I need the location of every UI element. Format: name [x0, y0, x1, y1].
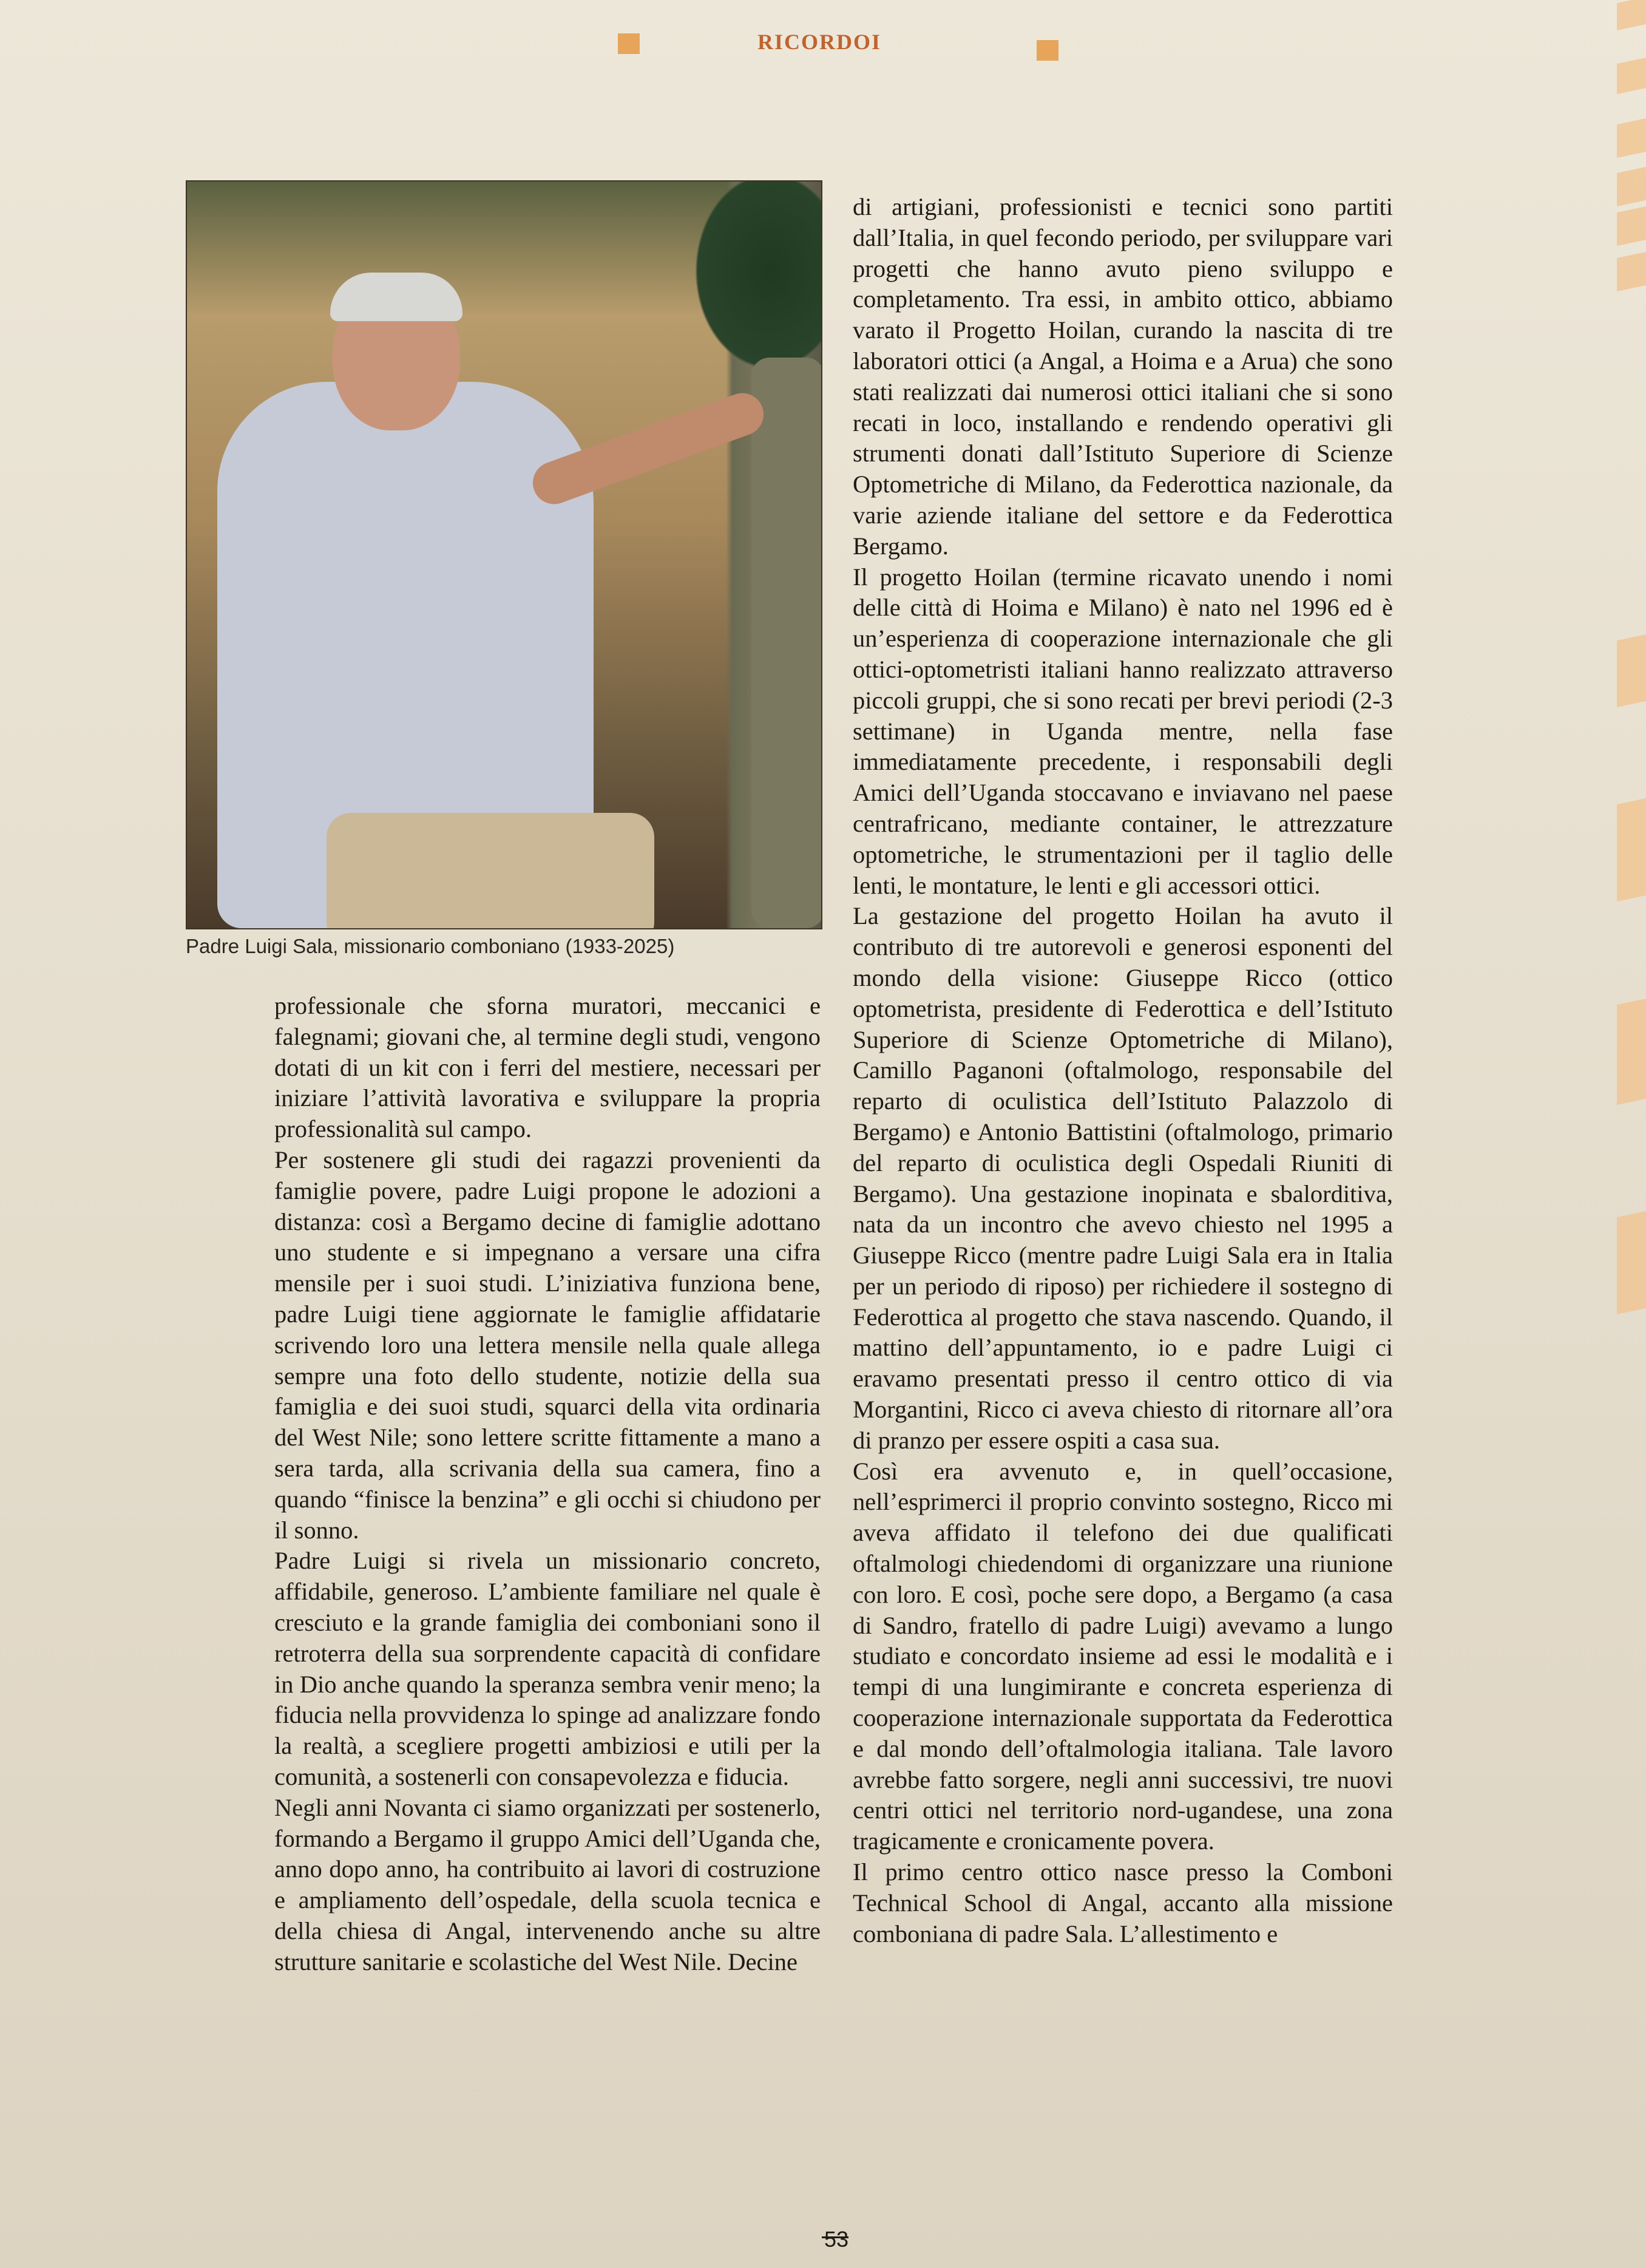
paragraph: La gestazione del progetto Hoilan ha avuto il contributo di tre autorevoli e generosi esponenti del mondo della visione: Giuseppe Ricco (ottico optometrista, presidente di Federottica e dell’Istituto Superiore di Scienze Optometriche di Milano), Camillo Paganoni (oftalmologo, responsabile del reparto di oculistica dell’Istituto Palazzolo di Bergamo) e Antonio Battistini (oftalmologo, primario del reparto di oculistica degli Ospedali Riuniti di Bergamo). Una gestazione inopinata e sbalorditiva, nata da un incontro che avevo chiesto nel 1995 a Giuseppe Ricco (mentre padre Luigi Sala era in Italia per un periodo di riposo) per richiedere il sostegno di Federottica al progetto che stava nascendo. Quando, il mattino dell’appuntamento, io e padre Luigi ci eravamo presentati presso il centro ottico di via Morgantini, Ricco ci aveva chiesto di ritornare all’ora di pranzo per essere ospiti a casa sua.: [853, 902, 1393, 1454]
paragraph: Il primo centro ottico nasce presso la Comboni Technical School di Angal, accanto alla missione comboniana di padre Sala. L’allestimento e: [853, 1858, 1393, 1947]
left-column: [274, 991, 821, 1978]
papaya-trunk: [751, 358, 822, 928]
figure-pants: [327, 813, 654, 929]
running-head: RICORDOI: [757, 30, 881, 54]
paragraph: professionale che sforna muratori, meccanici e falegnami; giovani che, al termine degli studi, vengono dotati di un kit con i ferri del mestiere, necessari per iniziare l’attività lavorativa e sviluppare la propria professionalità sul campo.: [274, 992, 821, 1143]
paragraph: Il progetto Hoilan (termine ricavato unendo i nomi delle città di Hoima e Milano) è nato nel 1996 ed è un’esperienza di cooperazione internazionale che gli ottici-optometristi italiani hanno realizzato attraverso piccoli gruppi, che si sono recati per brevi periodi (2-3 settimane) in Uganda mentre, nella fase immediatamente precedente, i responsabili degli Amici dell’Uganda stoccavano e inviavano nel paese centrafricano, mediante container, le attrezzature optometriche, le strumentazioni per il taglio delle lenti, le montature, le lenti e gli accessori ottici.: [853, 563, 1393, 899]
paragraph: Così era avvenuto e, in quell’occasione, nell’esprimerci il proprio convinto sostegno, Ricco mi aveva affidato il telefono dei due qualificati oftalmologi chiedendomi di organizzare una riunione con loro. E così, poche sere dopo, a Bergamo (a casa di Sandro, fratello di padre Luigi) avevamo a lungo studiato e concordato insieme ad essi le modalità e i tempi di una lungimirante e concreta esperienza di cooperazione internazionale supportata da Federottica e dal mondo dell’oftalmologia italiana. Tale lavoro avrebbe fatto sorgere, negli anni successivi, tre nuovi centri ottici nel territorio nord-ugandese, una zona tragicamente e cronicamente povera.: [853, 1457, 1393, 1855]
paragraph: di artigiani, professionisti e tecnici sono partiti dall’Italia, in quel fecondo periodo, per sviluppare vari progetti che hanno avuto pieno sviluppo e completamento. Tra essi, in ambito ottico, abbiamo varato il Progetto Hoilan, curando la nascita di tre laboratori ottici (a Angal, a Hoima e a Arua) che sono stati realizzati dai numerosi ottici italiani che si sono recati in loco, installando e rendendo operativi gli strumenti donati dall’Istituto Superiore di Scienze Optometriche di Milano, da Federottica nazionale, da varie aziende italiane del settore e da Federottica Bergamo.: [853, 193, 1393, 560]
header-square-left: [618, 33, 640, 54]
paragraph: Per sostenere gli studi dei ragazzi provenienti da famiglie povere, padre Luigi propone le adozioni a distanza: così a Bergamo decine di famiglie adottano uno studente e si impegnano a versare una cifra mensile per i suoi studi. L’iniziativa funziona bene, padre Luigi tiene aggiornate le famiglie affidatarie scrivendo loro una lettera mensile nella quale allega sempre una foto dello studente, notizie della sua famiglia e dei suoi studi, squarci della vita ordinaria del West Nile; sono lettere scritte fittamente a mano a sera tarda, alla scrivania della sua camera, fino a quando “finisce la benzina” e gli occhi si chiudono per il sonno.: [274, 1146, 821, 1544]
paragraph: Negli anni Novanta ci siamo organizzati per sostenerlo, formando a Bergamo il gruppo Amici dell’Uganda che, anno dopo anno, ha contribuito ai lavori di costruzione e ampliamento dell’ospedale, della scuola tecnica e della chiesa di Angal, intervenendo anche su altre strutture sanitarie e scolastiche del West Nile. Decine: [274, 1793, 821, 1975]
photo-caption: Padre Luigi Sala, missionario comboniano (1933-2025): [186, 935, 675, 957]
paragraph: Padre Luigi si rivela un missionario concreto, affidabile, generoso. L’ambiente familiare nel quale è cresciuto e la grande famiglia dei comboniani sono il retroterra della sua sorprendente capacità di confidare in Dio anche quando la speranza sembra venir meno; la fiducia nella provvidenza lo spinge ad analizzare fondo la realtà, a scegliere progetti ambiziosi e utili per la comunità, a sostenerli con consapevolezza e fiducia.: [274, 1547, 821, 1790]
page-number: 53: [824, 2227, 849, 2252]
portrait-photo: [186, 180, 822, 929]
right-column: [853, 192, 1393, 1949]
figure-hair: [330, 273, 462, 321]
decorative-edge-stripes: [1617, 0, 1646, 1336]
header-square-right: [1037, 40, 1058, 61]
